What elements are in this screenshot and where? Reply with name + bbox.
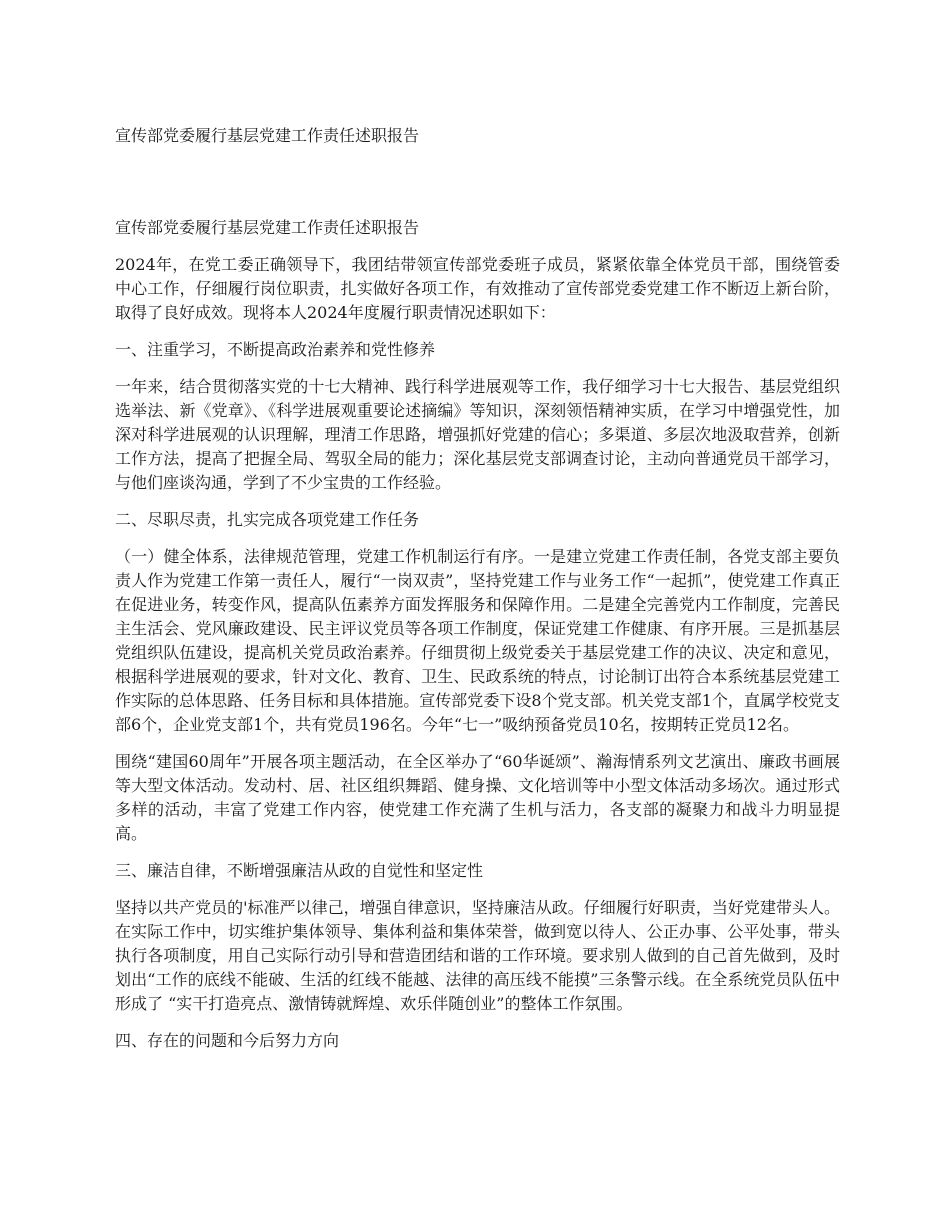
section-3-paragraph: 坚持以共产党员的'标准严以律己，增强自律意识，坚持廉洁从政。仔细履行好职责，当好党建带头人。在实际工作中，切实维护集体领导、集体利益和集体荣誉，做到宽以待人、公正办事、公平处事，带头执行各项制度，用自己实际行动引导和营造团结和谐的工作环境。要求别人做到的自己首先做到，及时划出“工作的底线不能破、生活的红线不能越、法律的高压线不能摸”三条警示线。在全系统党员队伍中形成了 “实干打造亮点、激情铸就辉煌、欢乐伴随创业”的整体工作氛围。 bbox=[115, 898, 840, 1013]
document-title: 宣传部党委履行基层党建工作责任述职报告 bbox=[115, 126, 420, 145]
section-1-heading: 一、注重学习，不断提高政治素养和党性修养 bbox=[115, 340, 436, 359]
intro-paragraph: 2024年，在党工委正确领导下，我团结带领宣传部党委班子成员，紧紧依靠全体党员干部，围绕管委中心工作，仔细履行岗位职责，扎实做好各项工作，有效推动了宣传部党委党建工作不断迈上新台阶，取得了良好成效。现将本人2024年度履行职责情况述职如下： bbox=[115, 255, 840, 322]
section-4-heading: 四、存在的问题和今后努力方向 bbox=[115, 1031, 340, 1050]
section-3-heading: 三、廉洁自律，不断增强廉洁从政的自觉性和坚定性 bbox=[115, 861, 484, 880]
document-body bbox=[115, 216, 840, 1066]
section-2-paragraph-1: （一）健全体系，法律规范管理，党建工作机制运行有序。一是建立党建工作责任制，各党支部主要负责人作为党建工作第一责任人，履行“一岗双责”，坚持党建工作与业务工作“一起抓”，使党建工作真正在促进业务，转变作风，提高队伍素养方面发挥服务和保障作用。二是建全完善党内工作制度，完善民主生活会、党风廉政建设、民主评议党员等各项工作制度，保证党建工作健康、有序开展。三是抓基层党组织队伍建设，提高机关党员政治素养。仔细贯彻上级党委关于基层党建工作的决议、决定和意见，根据科学进展观的要求，针对文化、教育、卫生、民政系统的特点，讨论制订出符合本系统基层党建工作实际的总体思路、任务目标和具体措施。宣传部党委下设8个党支部。机关党支部1个，直属学校党支部6个，企业党支部1个，共有党员196名。今年“七一”吸纳预备党员10名，按期转正党员12名。 bbox=[115, 547, 840, 734]
section-2-paragraph-2: 围绕“建国60周年”开展各项主题活动，在全区举办了“60华诞颂”、瀚海情系列文艺演出、廉政书画展等大型文体活动。发动村、居、社区组织舞蹈、健身操、文化培训等中小型文体活动多场次。通过形式多样的活动，丰富了党建工作内容，使党建工作充满了生机与活力，各支部的凝聚力和战斗力明显提高。 bbox=[115, 752, 840, 843]
section-1-paragraph: 一年来，结合贯彻落实党的十七大精神、践行科学进展观等工作，我仔细学习十七大报告、基层党组织选举法、新《党章》、《科学进展观重要论述摘编》等知识，深刻领悟精神实质，在学习中增强党性，加深对科学进展观的认识理解，理清工作思路，增强抓好党建的信心；多渠道、多层次地汲取营养，创新工作方法，提高了把握全局、驾驭全局的能力；深化基层党支部调查讨论，主动向普通党员干部学习，与他们座谈沟通，学到了不少宝贵的工作经验。 bbox=[115, 377, 840, 492]
document-subtitle: 宣传部党委履行基层党建工作责任述职报告 bbox=[115, 218, 420, 237]
section-2-heading: 二、尽职尽责，扎实完成各项党建工作任务 bbox=[115, 510, 420, 529]
